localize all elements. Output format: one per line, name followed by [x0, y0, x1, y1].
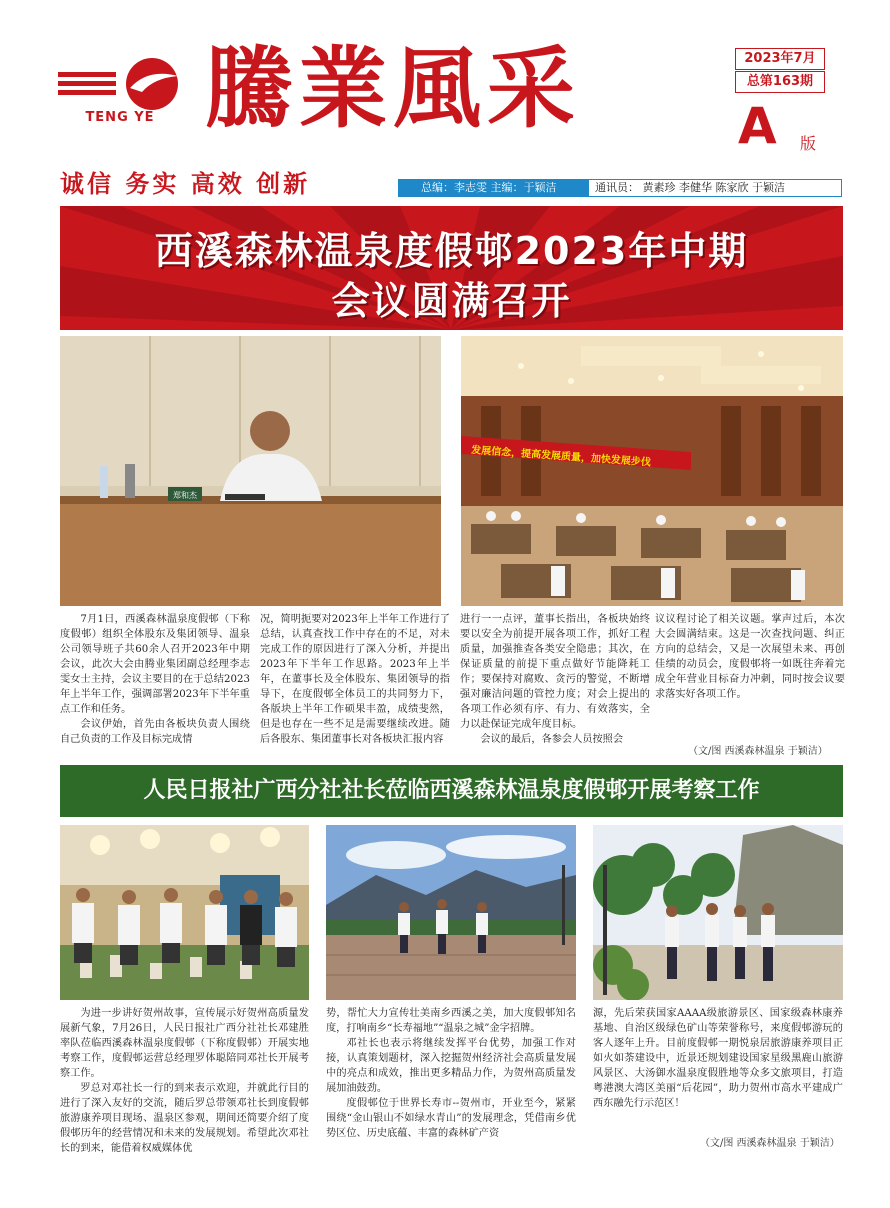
motto: 诚信 务实 高效 创新: [60, 170, 311, 198]
paragraph: 7月1日，西溪森林温泉度假邨（下称度假邨）组织全体股东及集团领导、温泉公司领导班子共60余人召开2023年中期会议，此次大会由腾业集团副总经理李志雯女士主持，会议主要目的在于总结2023年上半年工作，强调部署2023年下半年重点工作和任务。: [60, 614, 250, 715]
correspondents-credit: 通讯员： 黄素珍 李健华 陈家欣 于颖洁: [595, 181, 785, 194]
paragraph: 议议程讨论了相关议题。掌声过后，本次大会圆满结束。这是一次查找问题、纠正方向的总结会，又是一次展望未来、再创佳绩的动员会，度假邨将一如既往奔着完成全年营业目标奋力冲刺，同时按会议要求落实好各项工作。: [655, 614, 845, 700]
paragraph: 罗总对邓社长一行的到来表示欢迎，并就此行目的进行了深入友好的交流，随后罗总带领邓社长到度假邨旅游康养项目现场、温泉区参观，期间还简要介绍了度假邨历年的经营情况和未来的发展规划。希望此次邓社长的到来，能借着权威媒体优: [60, 1083, 309, 1154]
photo-conference-hall: [461, 336, 843, 606]
masthead-title: 騰業風采: [205, 36, 582, 140]
article1-column-3: [460, 612, 650, 747]
slogan-banner-text: 发展信念，提高发展质量，加快发展步伐: [470, 445, 652, 469]
credit-bar: [398, 179, 842, 197]
paragraph: 况，简明扼要对2023年上半年工作进行了总结，认真查找工作中存在的不足，对未完成工作的原因进行了深入分析，并提出2023年下半年工作思路。2023年上半年，在董事长及全体股东、集团领导的指导下，在度假邨全体员工的共同努力下，各版块上半年工作硕果丰盈，成绩斐然，但是也存在一些不足是需要继续改进。随后各股东、集团董事长对各板块汇报内容: [260, 614, 450, 745]
article1-column-1: [60, 612, 250, 747]
paragraph: 进行一一点评，董事长指出，各板块始终要以安全为前提开展各项工作，抓好工程质量，加强推查各类安全隐患；其次，在保证质量的前提下重点做好节能降耗工作；要保持对腐败、贪污的警觉，不断增强对廉洁问题的管控力度；对会上提出的各项工作必须有序、有力、有效落实，全力以赴保证完成年度目标。: [460, 614, 650, 730]
logo-text: TENG YE: [85, 110, 155, 125]
editors-credit: 总编：李志雯 主编：于颖洁: [399, 180, 589, 196]
edition-suffix: 版: [800, 134, 817, 153]
paragraph: 势，帮忙大力宣传壮美南乡西溪之美，加大度假邨知名度，打响南乡“长寿福地”“温泉之城”金字招牌。: [326, 1008, 576, 1034]
photo-mountain-plaza: [326, 825, 576, 1000]
nameplate-text: 郑和杰: [173, 491, 197, 500]
photo-speaker: [60, 336, 441, 606]
paragraph: 会议伊始，首先由各板块负责人围绕自己负责的工作及目标完成情: [60, 719, 250, 745]
logo-mark-icon: [58, 58, 182, 110]
headline-line-1: 西溪森林温泉度假邨2023年中期: [154, 229, 749, 273]
article2-column-3: [593, 1006, 843, 1111]
paragraph: 邓社长也表示将继续发挥平台优势，加强工作对接，认真策划题材，深入挖掘贺州经济社会高质量发展中的亮点和成效，推出更多精品力作，为贺州高质量发展加油鼓劲。: [326, 1038, 576, 1094]
paragraph: 会议的最后，各参会人员按照会: [480, 734, 624, 745]
issue-date: 2023年7月: [735, 48, 825, 70]
photo-rockery-garden: [593, 825, 843, 1000]
article1-column-2: [260, 612, 450, 747]
paragraph: 度假邨位于世界长寿市--贺州市，开业至今，紧紧围绕“金山银山不如绿水青山”的发展理念，凭借南乡优势区位、历史底蕴、丰富的森林矿产资: [326, 1098, 576, 1139]
edition-letter: A: [738, 97, 777, 155]
article1-byline: （文/图 西溪森林温泉 于颖洁）: [688, 746, 828, 757]
article2-column-1: [60, 1006, 309, 1156]
paragraph: 为进一步讲好贺州故事，宣传展示好贺州高质量发展新气象，7月26日，人民日报社广西分社社长邓建胜率队莅临西溪森林温泉度假邨（下称度假邨）开展实地考察工作，度假邨运营总经理罗体聪陪同邓社长开展考察工作。: [60, 1008, 309, 1079]
headline-banner-2: 人民日报社广西分社社长莅临西溪森林温泉度假邨开展考察工作: [60, 765, 843, 817]
headline-line-2: 会议圆满召开: [331, 279, 572, 323]
photo-sand-table: [60, 825, 309, 1000]
headline-banner-1: [60, 206, 843, 330]
company-logo: [58, 58, 182, 110]
article2-column-2: [326, 1006, 576, 1141]
issue-number: 总第163期: [735, 71, 825, 93]
paragraph: 源，先后荣获国家AAAA级旅游景区、国家级森林康养基地、自治区级绿色矿山等荣誉称号，来度假邨游玩的客人逐年上升。目前度假邨一期悦泉居旅游康养项目正如火如荼建设中，近景还规划建设国家星级黑鹿山旅游风景区、大汤御水温泉度假胜地等众多文旅项目，打造粤港澳大湾区美丽“后花园”，助力贺州市高水平建成广西东融先行示范区！: [593, 1008, 843, 1109]
article2-byline: （文/图 西溪森林温泉 于颖洁）: [700, 1138, 840, 1149]
article1-column-4: [655, 612, 845, 702]
